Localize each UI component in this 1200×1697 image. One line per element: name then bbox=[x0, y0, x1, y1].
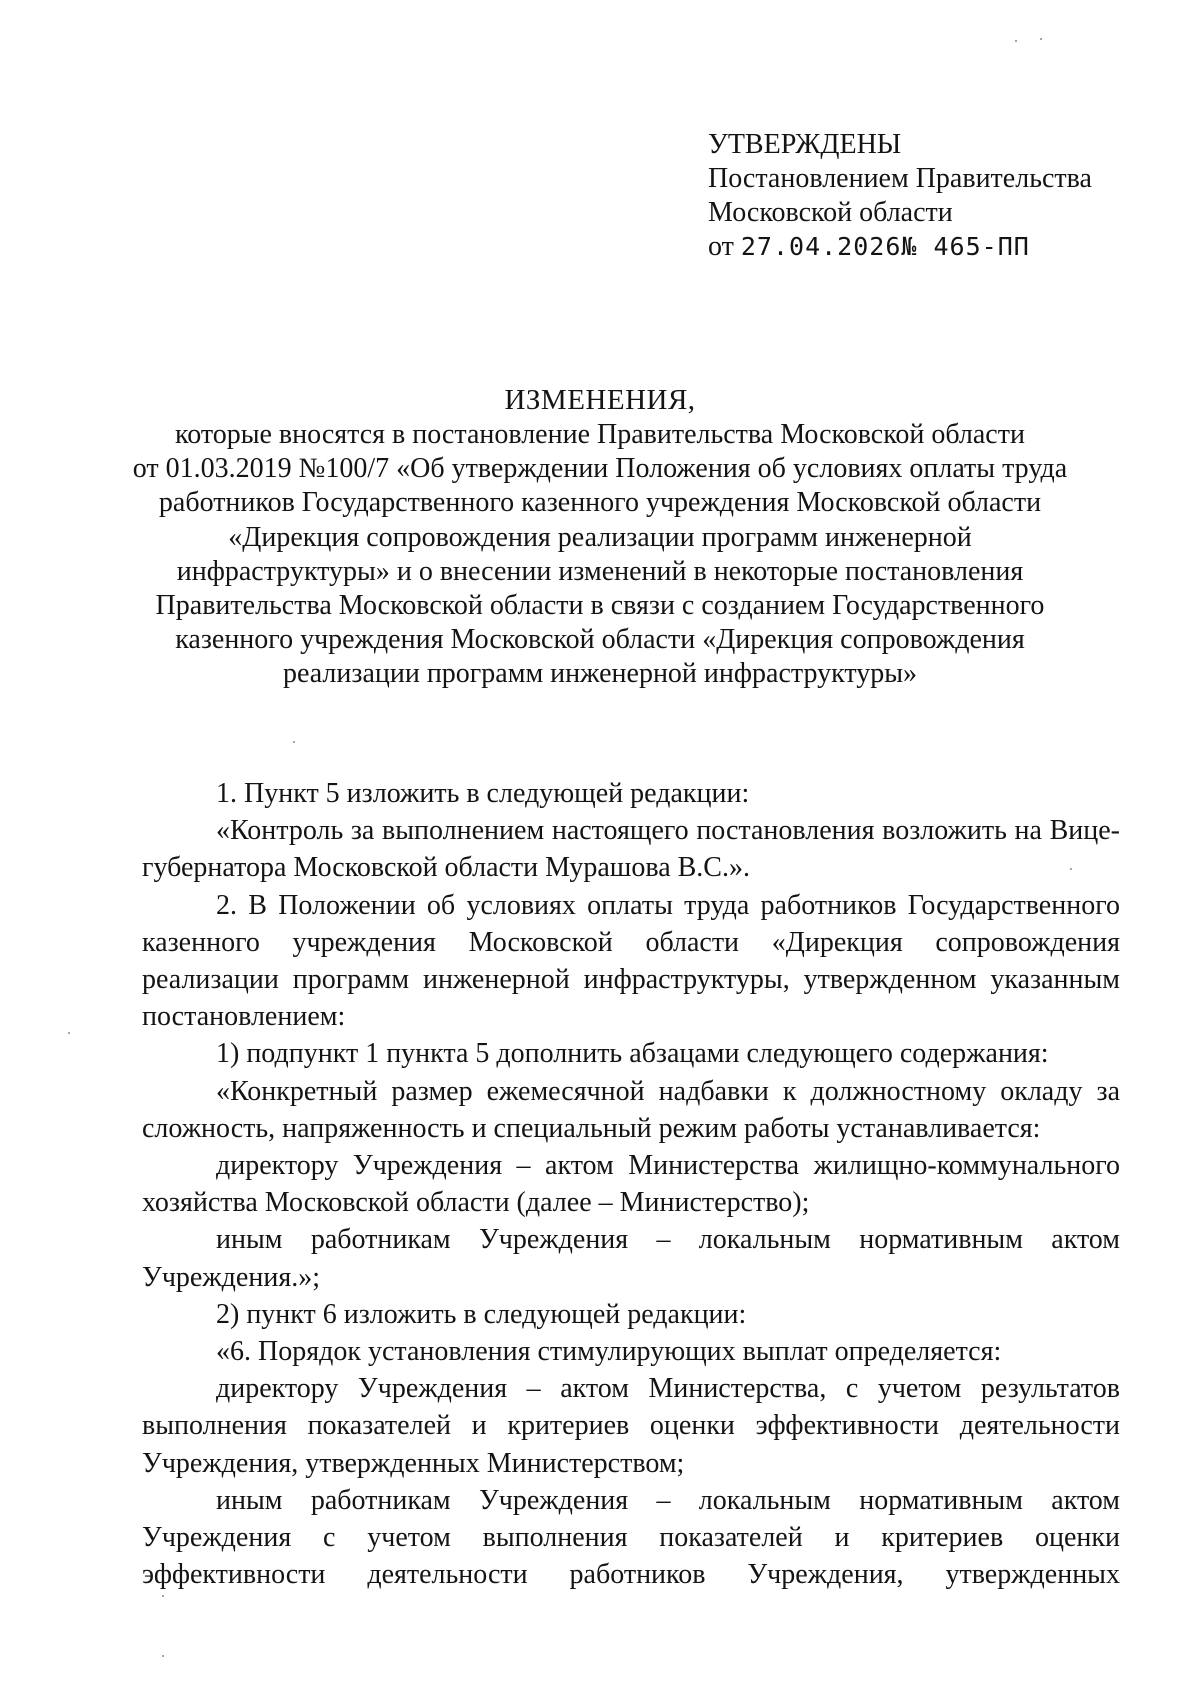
scan-speck bbox=[293, 741, 295, 743]
paragraph-subitem-1: 1) подпункт 1 пункта 5 дополнить абзацами следующего содержания: bbox=[216, 1038, 1049, 1070]
paragraph-incentive-order: «6. Порядок установления стимулирующих выплат определяется: bbox=[216, 1336, 1002, 1368]
scan-speck bbox=[1070, 868, 1072, 870]
paragraph-director-incentive: директору Учреждения – актом Министерства, с учетом результатов выполнения показателей и критериев оценки эффективности деятельности Учреждения, утвержденных Министерством; bbox=[142, 1373, 1120, 1479]
paragraph-item-1: 1. Пункт 5 изложить в следующей редакции: bbox=[216, 778, 750, 809]
document-heading: ИЗМЕНЕНИЯ, bbox=[504, 384, 696, 416]
subtitle-line: Правительства Московской области в связи с созданием Государственного bbox=[155, 590, 1045, 622]
approval-line-1: Постановлением Правительства bbox=[708, 163, 1092, 194]
approval-date-stamp: 27.04.2026№ 465-ПП bbox=[740, 232, 1030, 261]
subtitle-line: которые вносятся в постановление Правительства Московской области bbox=[175, 419, 1025, 450]
paragraph-item-2: 2. В Положении об условиях оплаты труда работников Государственного казенного учреждения Московской области «Дирекция сопровождения реализации программ инженерной инфраструктуры, утвержденном указанным постановлением: bbox=[142, 889, 1120, 1033]
paragraph-director-allowance: директору Учреждения – актом Министерства жилищно-коммунального хозяйства Московской области (далее – Министерство); bbox=[142, 1150, 1120, 1219]
paragraph-others-allowance: иным работникам Учреждения – локальным нормативным актом Учреждения.»; bbox=[142, 1224, 1120, 1293]
subtitle-line: от 01.03.2019 №100/7 «Об утверждении Положения об условиях оплаты труда bbox=[132, 453, 1068, 485]
paragraph-subitem-2: 2) пункт 6 изложить в следующей редакции: bbox=[216, 1298, 747, 1330]
approval-title: УТВЕРЖДЕНЫ bbox=[708, 129, 902, 160]
scan-speck bbox=[1040, 38, 1042, 40]
approval-date-prefix: от bbox=[708, 231, 734, 262]
subtitle-line: казенного учреждения Московской области «Дирекция сопровождения bbox=[175, 624, 1025, 656]
document-title-block bbox=[130, 382, 1070, 692]
scan-speck bbox=[162, 1655, 164, 1657]
subtitle-line: инфраструктуры» и о внесении изменений в некоторые постановления bbox=[176, 555, 1024, 587]
approval-block bbox=[708, 128, 1092, 264]
scan-speck bbox=[162, 1595, 164, 1597]
paragraph-allowance: «Конкретный размер ежемесячной надбавки к должностному окладу за сложность, напряженность и специальный режим работы устанавливается: bbox=[142, 1075, 1120, 1144]
subtitle-line: работников Государственного казенного учреждения Московской области bbox=[158, 487, 1042, 519]
paragraph-others-incentive: иным работникам Учреждения – локальным нормативным актом Учреждения с учетом выполнения показателей и критериев оценки эффективности деятельности работников Учреждения, утвержденных bbox=[142, 1484, 1120, 1591]
approval-date-line bbox=[708, 230, 1092, 264]
approval-line-2: Московской области bbox=[708, 197, 953, 228]
subtitle-line: реализации программ инженерной инфраструктуры» bbox=[282, 658, 918, 690]
paragraph-control: «Контроль за выполнением настоящего постановления возложить на Вице-губернатора Московской области Мурашова В.С.». bbox=[142, 815, 1120, 884]
document-body bbox=[142, 775, 1120, 1593]
scan-speck bbox=[68, 1032, 70, 1034]
subtitle-line: «Дирекция сопровождения реализации программ инженерной bbox=[228, 521, 972, 553]
document-subtitle bbox=[130, 418, 1070, 692]
scan-speck bbox=[1015, 40, 1017, 42]
